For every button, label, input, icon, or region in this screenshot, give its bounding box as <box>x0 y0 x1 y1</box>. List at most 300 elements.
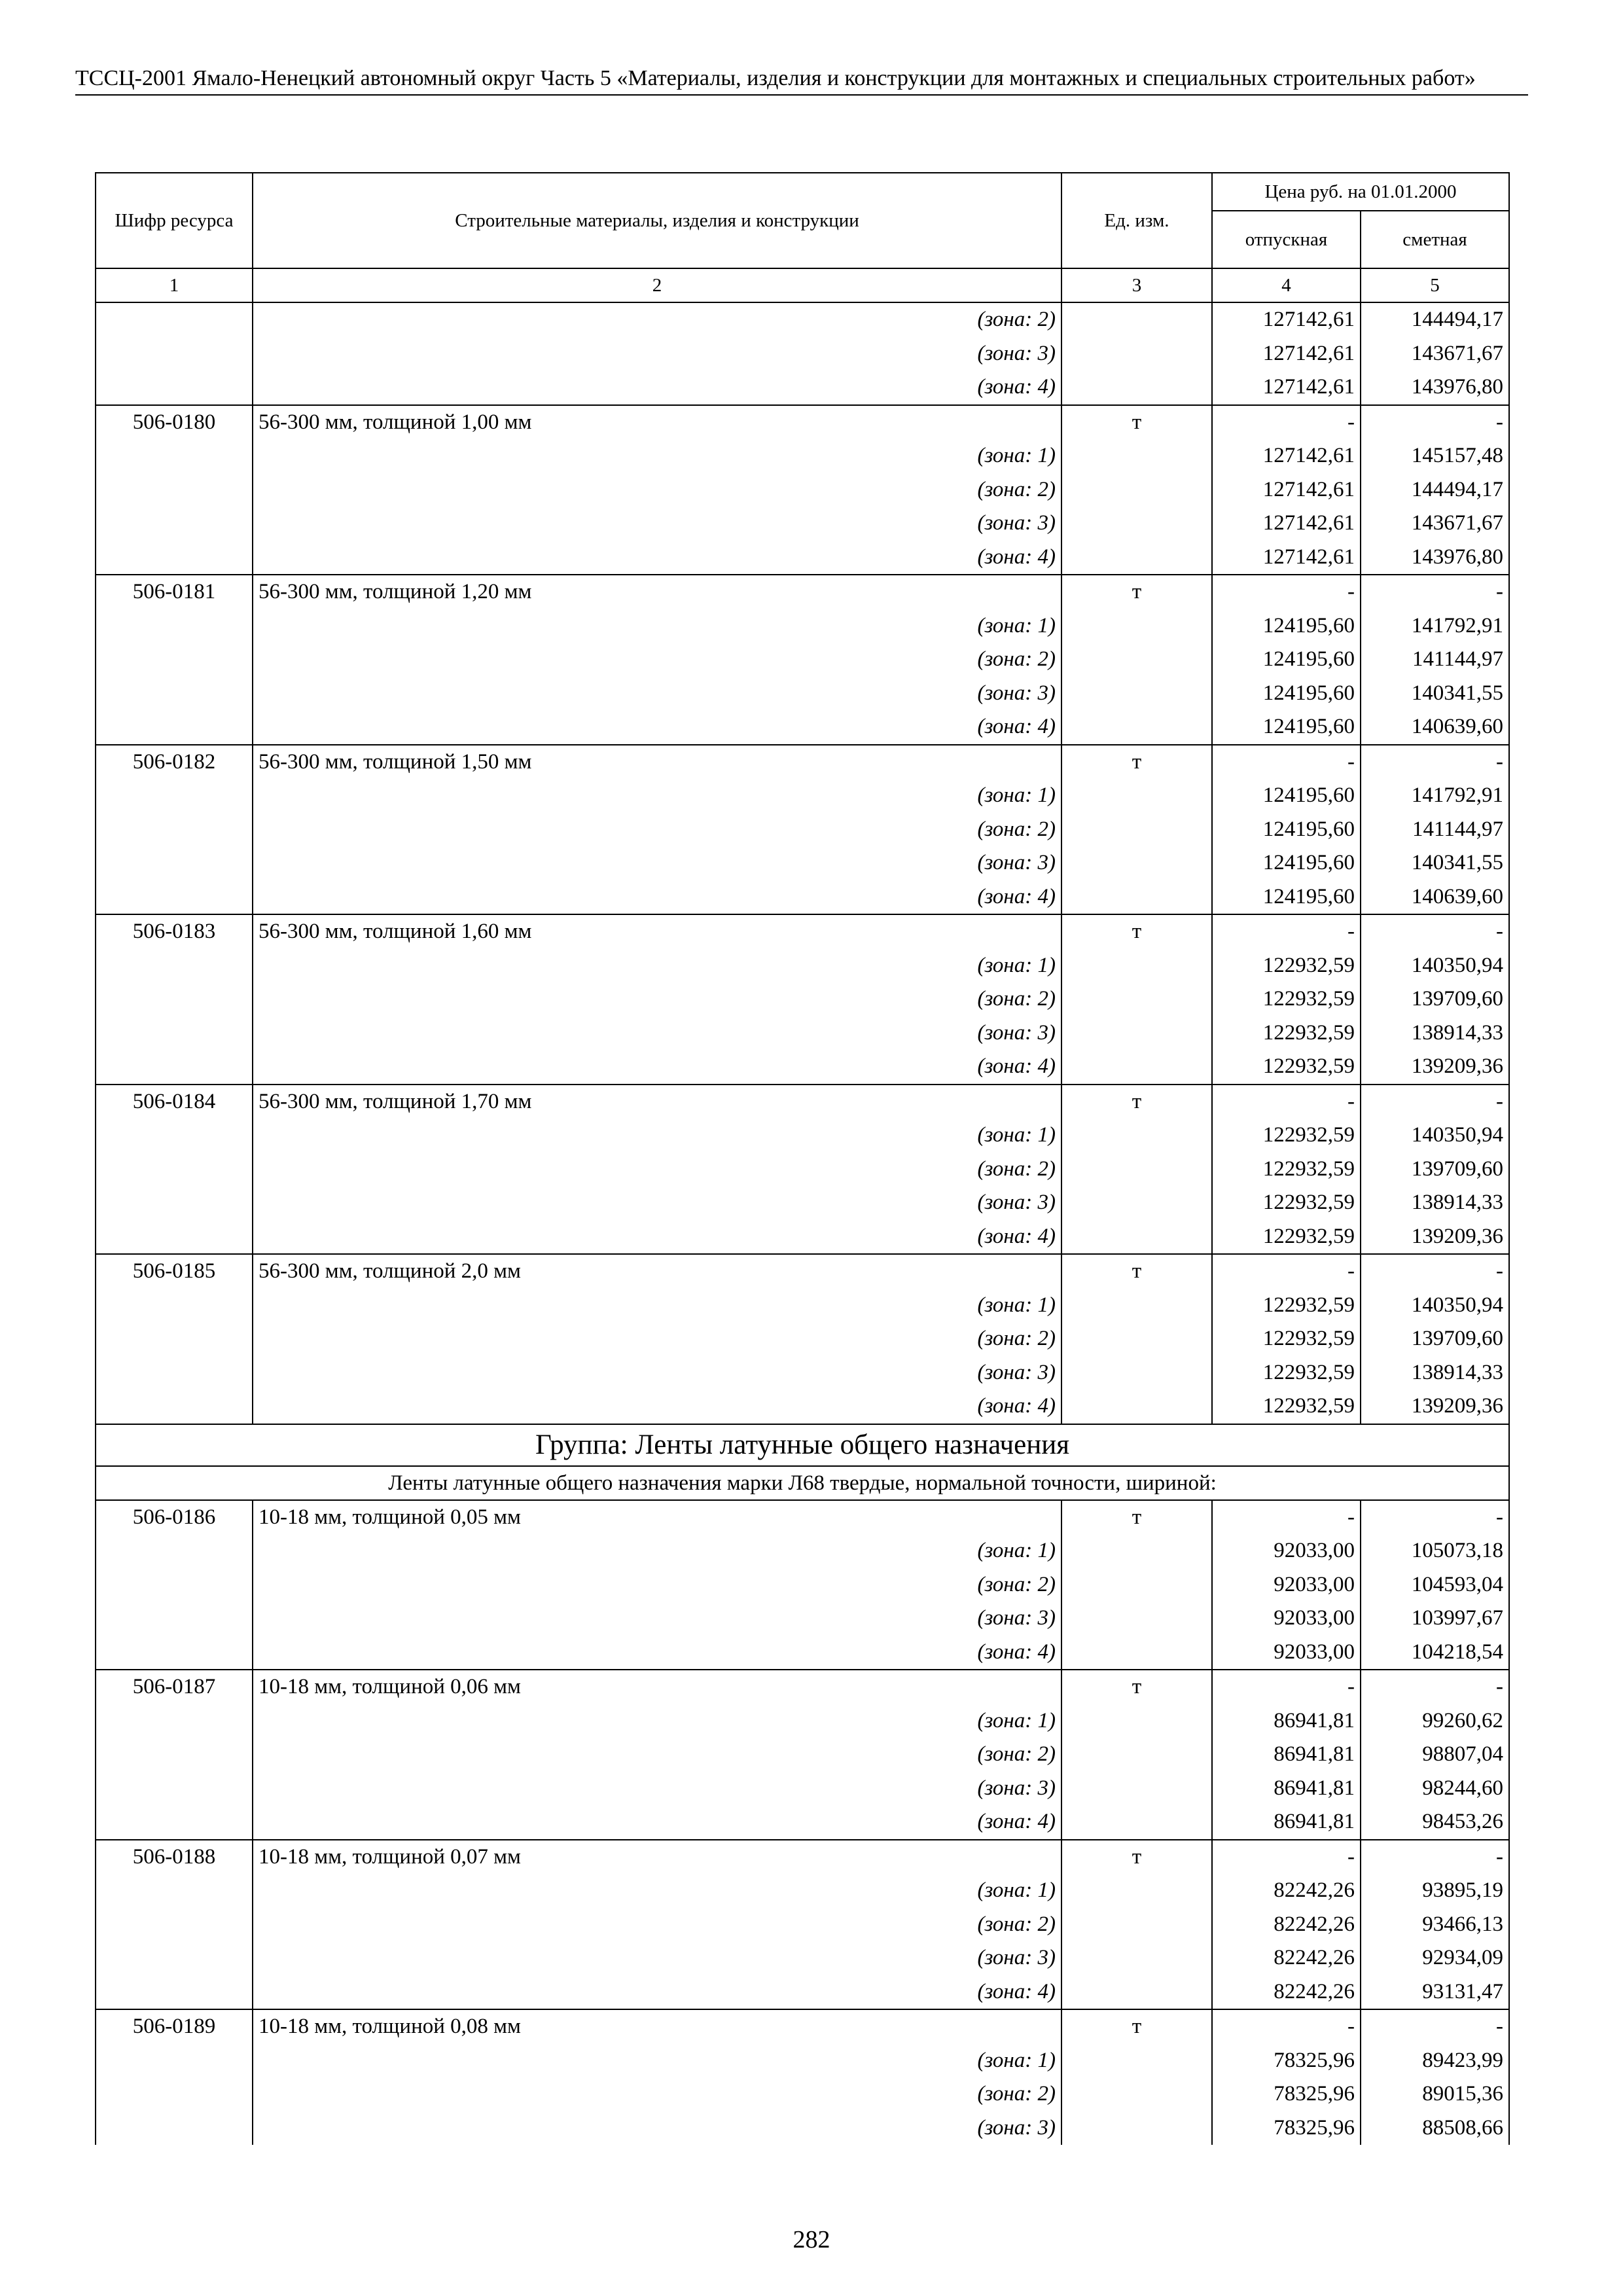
estimate-price: 105073,18 <box>1361 1534 1509 1568</box>
estimate-price: 104593,04 <box>1361 1568 1509 1602</box>
table-row <box>96 1390 1509 1424</box>
estimate-price: 98453,26 <box>1361 1805 1509 1840</box>
unit-cell <box>1061 1220 1212 1255</box>
unit-cell <box>1061 846 1212 880</box>
release-price: 78325,96 <box>1212 2044 1361 2078</box>
unit-cell <box>1061 439 1212 473</box>
release-price: 122932,59 <box>1212 949 1361 983</box>
code-cell <box>96 1016 253 1050</box>
item-description: 56-300 мм, толщиной 1,60 мм <box>253 914 1061 949</box>
estimate-price: 143671,67 <box>1361 507 1509 541</box>
release-price: 82242,26 <box>1212 1941 1361 1975</box>
unit-cell <box>1061 1908 1212 1942</box>
estimate-price: 99260,62 <box>1361 1704 1509 1738</box>
zone-label: (зона: 4) <box>253 1805 1061 1840</box>
table-row <box>96 575 1509 609</box>
unit-cell <box>1061 302 1212 337</box>
unit-cell <box>1061 1534 1212 1568</box>
unit-cell <box>1061 2111 1212 2145</box>
zone-label: (зона: 3) <box>253 1602 1061 1636</box>
code-cell <box>96 779 253 813</box>
unit-cell: т <box>1061 1840 1212 1874</box>
estimate-price: 143671,67 <box>1361 337 1509 371</box>
zone-label: (зона: 2) <box>253 473 1061 507</box>
unit-cell <box>1061 677 1212 711</box>
code-cell <box>96 541 253 575</box>
unit-cell: т <box>1061 1500 1212 1535</box>
group-title: Группа: Ленты латунные общего назначения <box>96 1424 1509 1466</box>
resource-code: 506-0185 <box>96 1254 253 1289</box>
unit-cell: т <box>1061 575 1212 609</box>
code-cell <box>96 2044 253 2078</box>
table-row <box>96 370 1509 405</box>
estimate-price: 139709,60 <box>1361 1322 1509 1356</box>
unit-cell: т <box>1061 1670 1212 1704</box>
code-cell <box>96 302 253 337</box>
release-price: - <box>1212 914 1361 949</box>
release-price: 127142,61 <box>1212 541 1361 575</box>
column-number: 5 <box>1361 268 1509 302</box>
code-cell <box>96 1941 253 1975</box>
release-price: 92033,00 <box>1212 1602 1361 1636</box>
code-cell <box>96 1153 253 1187</box>
table-row <box>96 1119 1509 1153</box>
release-price: 122932,59 <box>1212 1119 1361 1153</box>
resource-code: 506-0184 <box>96 1085 253 1119</box>
estimate-price: - <box>1361 1500 1509 1535</box>
zone-label: (зона: 2) <box>253 1322 1061 1356</box>
unit-cell <box>1061 1805 1212 1840</box>
code-cell <box>96 846 253 880</box>
unit-cell <box>1061 710 1212 745</box>
release-price: - <box>1212 1500 1361 1535</box>
unit-cell: т <box>1061 745 1212 780</box>
zone-label: (зона: 2) <box>253 643 1061 677</box>
release-price: 122932,59 <box>1212 1153 1361 1187</box>
zone-label: (зона: 4) <box>253 541 1061 575</box>
table-row <box>96 1289 1509 1323</box>
page-number: 282 <box>793 2226 830 2253</box>
estimate-price: 143976,80 <box>1361 370 1509 405</box>
document-header: ТССЦ-2001 Ямало-Ненецкий автономный округ Часть 5 «Материалы, изделия и конструкции для монтажных и специальных строительных работ» <box>75 65 1528 96</box>
table-row <box>96 846 1509 880</box>
unit-cell <box>1061 1568 1212 1602</box>
table-row <box>96 677 1509 711</box>
code-cell <box>96 1356 253 1390</box>
unit-cell <box>1061 1289 1212 1323</box>
release-price: 92033,00 <box>1212 1568 1361 1602</box>
zone-label: (зона: 4) <box>253 1390 1061 1424</box>
unit-cell <box>1061 370 1212 405</box>
estimate-price: - <box>1361 1085 1509 1119</box>
estimate-price: 143976,80 <box>1361 541 1509 575</box>
zone-label: (зона: 3) <box>253 507 1061 541</box>
unit-cell <box>1061 1874 1212 1908</box>
release-price: 82242,26 <box>1212 1908 1361 1942</box>
zone-label: (зона: 3) <box>253 1016 1061 1050</box>
estimate-price: 92934,09 <box>1361 1941 1509 1975</box>
unit-cell <box>1061 1772 1212 1806</box>
code-cell <box>96 982 253 1016</box>
column-number: 3 <box>1061 268 1212 302</box>
code-cell <box>96 677 253 711</box>
code-cell <box>96 609 253 643</box>
estimate-price: 139709,60 <box>1361 982 1509 1016</box>
release-price: 78325,96 <box>1212 2111 1361 2145</box>
code-cell <box>96 507 253 541</box>
table-row <box>96 1254 1509 1289</box>
release-price: 127142,61 <box>1212 337 1361 371</box>
table-row <box>96 1500 1509 1535</box>
code-cell <box>96 643 253 677</box>
release-price: 86941,81 <box>1212 1805 1361 1840</box>
estimate-price: - <box>1361 1670 1509 1704</box>
release-price: - <box>1212 1085 1361 1119</box>
unit-cell <box>1061 2044 1212 2078</box>
release-price: 82242,26 <box>1212 1874 1361 1908</box>
zone-label: (зона: 1) <box>253 1534 1061 1568</box>
table-row <box>96 609 1509 643</box>
estimate-price: 138914,33 <box>1361 1356 1509 1390</box>
estimate-price: - <box>1361 914 1509 949</box>
code-cell <box>96 1602 253 1636</box>
unit-cell: т <box>1061 1085 1212 1119</box>
header-name: Строительные материалы, изделия и конструкции <box>253 173 1061 268</box>
zone-label: (зона: 3) <box>253 1772 1061 1806</box>
code-cell <box>96 2111 253 2145</box>
table-row <box>96 541 1509 575</box>
code-cell <box>96 1636 253 1670</box>
estimate-price: 93466,13 <box>1361 1908 1509 1942</box>
resource-code: 506-0188 <box>96 1840 253 1874</box>
unit-cell <box>1061 1941 1212 1975</box>
estimate-price: 140639,60 <box>1361 710 1509 745</box>
unit-cell <box>1061 1602 1212 1636</box>
table-row <box>96 2077 1509 2111</box>
zone-label: (зона: 3) <box>253 1941 1061 1975</box>
column-number: 1 <box>96 268 253 302</box>
release-price: 127142,61 <box>1212 439 1361 473</box>
code-cell <box>96 1119 253 1153</box>
estimate-price: 144494,17 <box>1361 473 1509 507</box>
release-price: 82242,26 <box>1212 1975 1361 2010</box>
release-price: 122932,59 <box>1212 1050 1361 1085</box>
table-row <box>96 914 1509 949</box>
table-row <box>96 1874 1509 1908</box>
release-price: - <box>1212 745 1361 780</box>
estimate-price: 141792,91 <box>1361 609 1509 643</box>
header-estimate: сметная <box>1361 211 1509 268</box>
estimate-price: 93895,19 <box>1361 1874 1509 1908</box>
release-price: 122932,59 <box>1212 1220 1361 1255</box>
table-row <box>96 1016 1509 1050</box>
table-row <box>96 982 1509 1016</box>
table-row <box>96 1704 1509 1738</box>
resource-code: 506-0189 <box>96 2009 253 2044</box>
zone-label: (зона: 2) <box>253 1908 1061 1942</box>
unit-cell <box>1061 880 1212 915</box>
header-code: Шифр ресурса <box>96 173 253 268</box>
release-price: - <box>1212 575 1361 609</box>
estimate-price: 139709,60 <box>1361 1153 1509 1187</box>
table-row <box>96 507 1509 541</box>
zone-label: (зона: 4) <box>253 710 1061 745</box>
table-row <box>96 643 1509 677</box>
table-row <box>96 337 1509 371</box>
code-cell <box>96 813 253 847</box>
resource-code: 506-0181 <box>96 575 253 609</box>
release-price: - <box>1212 1254 1361 1289</box>
estimate-price: 138914,33 <box>1361 1016 1509 1050</box>
code-cell <box>96 1289 253 1323</box>
release-price: 124195,60 <box>1212 880 1361 915</box>
unit-cell <box>1061 779 1212 813</box>
unit-cell: т <box>1061 405 1212 440</box>
release-price: 127142,61 <box>1212 302 1361 337</box>
table-row <box>96 813 1509 847</box>
code-cell <box>96 880 253 915</box>
code-cell <box>96 949 253 983</box>
code-cell <box>96 1322 253 1356</box>
estimate-price: 89015,36 <box>1361 2077 1509 2111</box>
table-row <box>96 880 1509 915</box>
zone-label: (зона: 4) <box>253 1975 1061 2010</box>
zone-label: (зона: 1) <box>253 949 1061 983</box>
estimate-price: 103997,67 <box>1361 1602 1509 1636</box>
estimate-price: 88508,66 <box>1361 2111 1509 2145</box>
unit-cell <box>1061 1153 1212 1187</box>
release-price: 122932,59 <box>1212 1016 1361 1050</box>
table-row <box>96 1568 1509 1602</box>
unit-cell <box>1061 473 1212 507</box>
table-row <box>96 2009 1509 2044</box>
estimate-price: 139209,36 <box>1361 1050 1509 1085</box>
item-description: 10-18 мм, толщиной 0,08 мм <box>253 2009 1061 2044</box>
estimate-price: 139209,36 <box>1361 1220 1509 1255</box>
release-price: - <box>1212 1670 1361 1704</box>
table-row <box>96 710 1509 745</box>
release-price: 122932,59 <box>1212 982 1361 1016</box>
zone-label: (зона: 2) <box>253 1738 1061 1772</box>
estimate-price: 144494,17 <box>1361 302 1509 337</box>
unit-cell: т <box>1061 2009 1212 2044</box>
zone-label: (зона: 3) <box>253 677 1061 711</box>
zone-label: (зона: 1) <box>253 1289 1061 1323</box>
release-price: 86941,81 <box>1212 1738 1361 1772</box>
table-row <box>96 1908 1509 1942</box>
estimate-price: 98807,04 <box>1361 1738 1509 1772</box>
table-row <box>96 1153 1509 1187</box>
item-description: 56-300 мм, толщиной 1,70 мм <box>253 1085 1061 1119</box>
code-cell <box>96 1186 253 1220</box>
zone-label: (зона: 4) <box>253 1220 1061 1255</box>
item-description: 10-18 мм, толщиной 0,06 мм <box>253 1670 1061 1704</box>
column-number: 4 <box>1212 268 1361 302</box>
code-cell <box>96 1975 253 2010</box>
zone-label: (зона: 2) <box>253 2077 1061 2111</box>
table-row <box>96 1424 1509 1466</box>
table-row <box>96 1975 1509 2010</box>
table-body <box>96 302 1509 2145</box>
zone-label: (зона: 1) <box>253 779 1061 813</box>
unit-cell <box>1061 982 1212 1016</box>
estimate-price: 141792,91 <box>1361 779 1509 813</box>
release-price: 124195,60 <box>1212 846 1361 880</box>
estimate-price: 145157,48 <box>1361 439 1509 473</box>
estimate-price: 141144,97 <box>1361 813 1509 847</box>
resource-code: 506-0183 <box>96 914 253 949</box>
column-number: 2 <box>253 268 1061 302</box>
table-row <box>96 2111 1509 2145</box>
zone-label: (зона: 1) <box>253 1874 1061 1908</box>
unit-cell <box>1061 1186 1212 1220</box>
estimate-price: - <box>1361 745 1509 780</box>
zone-label: (зона: 2) <box>253 982 1061 1016</box>
table-row <box>96 1738 1509 1772</box>
resource-code: 506-0186 <box>96 1500 253 1535</box>
zone-label: (зона: 2) <box>253 1568 1061 1602</box>
header-unit: Ед. изм. <box>1061 173 1212 268</box>
unit-cell <box>1061 1119 1212 1153</box>
table-row <box>96 1085 1509 1119</box>
code-cell <box>96 1390 253 1424</box>
release-price: 122932,59 <box>1212 1356 1361 1390</box>
estimate-price: 140639,60 <box>1361 880 1509 915</box>
table-row <box>96 1356 1509 1390</box>
estimate-price: 138914,33 <box>1361 1186 1509 1220</box>
resource-code: 506-0180 <box>96 405 253 440</box>
unit-cell <box>1061 1016 1212 1050</box>
table-row <box>96 1186 1509 1220</box>
header-release: отпускная <box>1212 211 1361 268</box>
release-price: 86941,81 <box>1212 1772 1361 1806</box>
code-cell <box>96 337 253 371</box>
estimate-price: 98244,60 <box>1361 1772 1509 1806</box>
estimate-price: 140341,55 <box>1361 846 1509 880</box>
estimate-price: 141144,97 <box>1361 643 1509 677</box>
release-price: 86941,81 <box>1212 1704 1361 1738</box>
code-cell <box>96 1050 253 1085</box>
code-cell <box>96 1704 253 1738</box>
release-price: 122932,59 <box>1212 1186 1361 1220</box>
zone-label: (зона: 2) <box>253 813 1061 847</box>
unit-cell <box>1061 1636 1212 1670</box>
release-price: 127142,61 <box>1212 370 1361 405</box>
table-row <box>96 779 1509 813</box>
zone-label: (зона: 1) <box>253 609 1061 643</box>
unit-cell <box>1061 1356 1212 1390</box>
estimate-price: - <box>1361 575 1509 609</box>
table-row <box>96 1670 1509 1704</box>
unit-cell <box>1061 2077 1212 2111</box>
estimate-price: - <box>1361 1254 1509 1289</box>
release-price: - <box>1212 1840 1361 1874</box>
estimate-price: 140341,55 <box>1361 677 1509 711</box>
resource-code: 506-0187 <box>96 1670 253 1704</box>
table-row <box>96 1466 1509 1500</box>
table-row <box>96 1050 1509 1085</box>
zone-label: (зона: 1) <box>253 2044 1061 2078</box>
table-row <box>96 745 1509 780</box>
release-price: 78325,96 <box>1212 2077 1361 2111</box>
zone-label: (зона: 2) <box>253 302 1061 337</box>
table-row <box>96 302 1509 337</box>
item-description: 56-300 мм, толщиной 2,0 мм <box>253 1254 1061 1289</box>
table-row <box>96 473 1509 507</box>
release-price: - <box>1212 405 1361 440</box>
code-cell <box>96 1908 253 1942</box>
zone-label: (зона: 1) <box>253 439 1061 473</box>
unit-cell <box>1061 1322 1212 1356</box>
table-row <box>96 1322 1509 1356</box>
estimate-price: - <box>1361 2009 1509 2044</box>
estimate-price: 89423,99 <box>1361 2044 1509 2078</box>
zone-label: (зона: 3) <box>253 337 1061 371</box>
zone-label: (зона: 3) <box>253 1186 1061 1220</box>
release-price: 122932,59 <box>1212 1390 1361 1424</box>
subgroup-title: Ленты латунные общего назначения марки Л68 твердые, нормальной точности, шириной: <box>96 1466 1509 1500</box>
resource-code: 506-0182 <box>96 745 253 780</box>
code-cell <box>96 1772 253 1806</box>
unit-cell: т <box>1061 914 1212 949</box>
estimate-price: 104218,54 <box>1361 1636 1509 1670</box>
zone-label: (зона: 4) <box>253 1636 1061 1670</box>
table-row <box>96 1805 1509 1840</box>
release-price: 92033,00 <box>1212 1636 1361 1670</box>
estimate-price: 140350,94 <box>1361 949 1509 983</box>
release-price: 124195,60 <box>1212 609 1361 643</box>
code-cell <box>96 473 253 507</box>
item-description: 56-300 мм, толщиной 1,20 мм <box>253 575 1061 609</box>
unit-cell <box>1061 813 1212 847</box>
zone-label: (зона: 4) <box>253 880 1061 915</box>
zone-label: (зона: 4) <box>253 1050 1061 1085</box>
table-row <box>96 1840 1509 1874</box>
unit-cell <box>1061 949 1212 983</box>
item-description: 10-18 мм, толщиной 0,07 мм <box>253 1840 1061 1874</box>
unit-cell <box>1061 1975 1212 2010</box>
table-row <box>96 1220 1509 1255</box>
estimate-price: 140350,94 <box>1361 1119 1509 1153</box>
code-cell <box>96 439 253 473</box>
table-row <box>96 1941 1509 1975</box>
item-description: 56-300 мм, толщиной 1,50 мм <box>253 745 1061 780</box>
price-table <box>95 172 1510 2145</box>
item-description: 56-300 мм, толщиной 1,00 мм <box>253 405 1061 440</box>
table-row <box>96 1602 1509 1636</box>
estimate-price: 139209,36 <box>1361 1390 1509 1424</box>
zone-label: (зона: 3) <box>253 1356 1061 1390</box>
estimate-price: 140350,94 <box>1361 1289 1509 1323</box>
zone-label: (зона: 4) <box>253 370 1061 405</box>
release-price: 124195,60 <box>1212 710 1361 745</box>
table-row <box>96 439 1509 473</box>
code-cell <box>96 1805 253 1840</box>
table-row <box>96 1534 1509 1568</box>
code-cell <box>96 2077 253 2111</box>
unit-cell <box>1061 609 1212 643</box>
unit-cell <box>1061 643 1212 677</box>
release-price: 124195,60 <box>1212 643 1361 677</box>
code-cell <box>96 370 253 405</box>
zone-label: (зона: 3) <box>253 2111 1061 2145</box>
code-cell <box>96 1568 253 1602</box>
table-row <box>96 949 1509 983</box>
zone-label: (зона: 1) <box>253 1119 1061 1153</box>
unit-cell <box>1061 337 1212 371</box>
table-row <box>96 1636 1509 1670</box>
code-cell <box>96 710 253 745</box>
